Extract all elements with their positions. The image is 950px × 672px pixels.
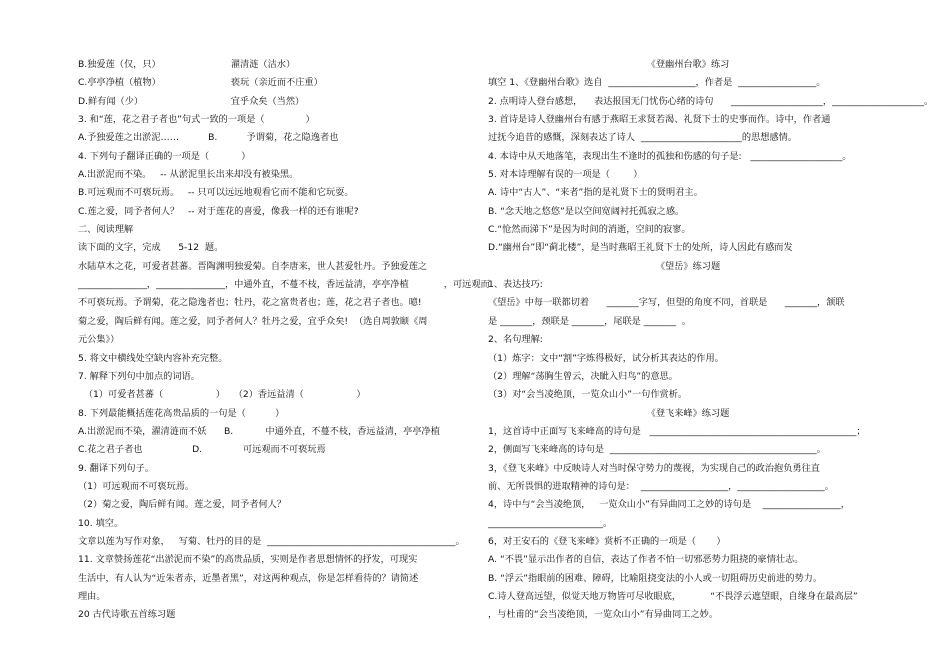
- text-line: C.诗人登高远望，似觉天地万物皆可尽收眼底， “不畏浮云遮望眼，自缘身在最高层”: [488, 590, 858, 602]
- section-title: 《望岳》练习题: [655, 260, 721, 272]
- text-line: A.出淤泥而不染。 -- 从淤泥里长出来却没有被染黑。: [78, 169, 299, 181]
- question-line: 4. 下列句子翻译正确的一项是（ ）: [78, 150, 251, 162]
- section-heading: 20 古代诗歌五首练习题: [78, 609, 176, 621]
- question-line: 11. 文章赞扬莲花“出淤泥而不染”的高贵品质，实则是作者思想情怀的抒发，可现实: [78, 554, 418, 566]
- question-line: 8. 下列最能概括莲花高贵品质的一句是（ ）: [78, 407, 285, 419]
- question-line: 2. 点明诗人登台感想， 表达报国无门忧伤心绪的诗句 ____________________，____________________。: [488, 95, 934, 107]
- question-line: 1，这首诗中正面写飞来峰高的诗句是 _____________________________________________；: [488, 425, 866, 437]
- right-column: [488, 56, 934, 625]
- question-line: 10. 填空。: [78, 517, 124, 529]
- text-line: 过抚今追昔的感慨，深刻表达了诗人 ______________________的思想感情。: [488, 132, 798, 144]
- section-heading: 二、阅读理解: [78, 224, 134, 236]
- passage-line: 水陆草木之花，可爱者甚蕃。晋陶渊明独爱菊。自李唐来，世人甚爱牡丹。予独爱莲之: [78, 260, 428, 272]
- text-line: A.予独爱莲之出淤泥…… B. 予谓菊，花之隐逸者也: [78, 132, 339, 144]
- text-line: D.“幽州台”即“蓟北楼”，是当时燕昭王礼贤下士的处所，诗人因此有感而发: [488, 242, 793, 254]
- passage-line: 不可亵玩焉。予谓菊，花之隐逸者也；牡丹，花之富贵者也；莲，花之君子者也。噫!: [78, 297, 422, 309]
- text-line: C.莲之爱，同予者何人？ -- 对于莲花的喜爱，像我一样的还有谁呢?: [78, 205, 359, 217]
- question-line: 3，《登飞来峰》中反映诗人对当时保守势力的蔑视，为实现自己的政治抱负勇往直: [488, 462, 820, 474]
- text-line: B.独爱莲（仅，只） 濯清涟（洁水）: [78, 59, 296, 70]
- text-line: D.鲜有闻（少） 宜乎众矣（当然）: [78, 95, 305, 107]
- text-line: （2）菊之爱，陶后鲜有闻。莲之爱，同予者何人？: [78, 499, 286, 511]
- question-line: 1、表达技巧:: [488, 279, 543, 291]
- passage-line: 菊之爱，陶后鲜有闻。莲之爱，同予者何人？牡丹之爱，宜乎众矣! （选自周敦颐《周: [78, 315, 428, 327]
- question-line: 2，侧面写飞来峰高的诗句是 _____________________________________________。: [488, 444, 826, 456]
- question-line: 4. 本诗中从天地落笔，表现出生不逢时的孤独和伤感的句子是: ____________________。: [488, 150, 852, 162]
- text-line: 《望岳》中每一联都切着 _______字写，但望的角度不同，首联是 _______，颔联: [488, 297, 845, 309]
- section-title: 《登飞来峰》练习题: [646, 407, 730, 419]
- text-line: 生活中，有人认为“近朱者赤，近墨者黑”，对这两种观点，你是怎样看待的？请简述: [78, 572, 419, 584]
- text-line: C.亭亭净植（植物） 亵玩（亲近而不庄重）: [78, 77, 323, 89]
- text-line: 文章以莲为写作对象， 写菊、牡丹的目的是 _________________________________________。: [78, 535, 465, 547]
- text-line: A.出淤泥而不染，濯清涟而不妖 B. 中通外直，不蔓不枝，香远益清，亭亭净植: [78, 425, 440, 437]
- question-line: 7. 解释下列句中加点的词语。: [78, 370, 200, 382]
- text-line: B. “念天地之悠悠”是以空间宽阔衬托孤寂之感。: [488, 205, 685, 217]
- question-line: 2、名句理解:: [488, 334, 543, 346]
- text-line: （3）对“会当凌绝顶，一览众山小”一句作赏析。: [488, 389, 688, 401]
- text-line: B.可远观而不可亵玩焉。 -- 只可以远远地观看它而不能和它玩耍。: [78, 187, 354, 199]
- question-line: 3. 和“莲，花之君子者也”句式一致的一项是（ ）: [78, 114, 315, 126]
- question-line: 5. 对本诗理解有误的一项是（ ）: [488, 169, 643, 181]
- section-title: 《登幽州台歌》练习: [646, 59, 730, 70]
- text-line: 前、无所畏惧的进取精神的诗句是： ___________________，___________________。: [488, 480, 834, 492]
- text-line: （2）理解“荡胸生曾云，决眦入归鸟”的意思。: [488, 370, 678, 382]
- left-column: [78, 56, 490, 625]
- text-line: _________________________。: [488, 517, 613, 529]
- text-line: C.“怆然而涕下”是因为时间的消逝，空间的寂寥。: [488, 224, 691, 236]
- text-line: A. 诗中“古人”、“来者”指的是礼贤下士的贤明君主。: [488, 187, 703, 199]
- question-line: 3. 首诗是诗人登幽州台有感于燕昭王求贤若渴、礼贤下士的史事而作。诗中，作者通: [488, 114, 831, 126]
- passage-line: _______________，_______________，中通外直，不蔓不枝，香远益清，亭亭净植 ，可远观而: [78, 279, 490, 291]
- text-line: （1）炼字：文中“割”字炼得极好，试分析其表达的作用。: [488, 352, 724, 364]
- text-line: ，与杜甫的“会当凌绝顶，一览众山小”有异曲同工之妙。: [488, 609, 719, 621]
- text-line: 读下面的文字，完成 5-12 题。: [78, 242, 224, 254]
- question-line: 4，诗中与“会当凌绝顶， 一览众山小”有异曲同工之妙的诗句是 _________________，: [488, 499, 850, 511]
- question-line: 5. 将文中横线处空缺内容补充完整。: [78, 352, 228, 364]
- text-line: 是 _______，颈联是 _______，尾联是 _______ 。: [488, 315, 691, 327]
- text-line: C.花之君子者也 D. 可远观而不可亵玩焉: [78, 444, 326, 456]
- text-line: （1）可远观而不可亵玩焉。: [78, 480, 195, 492]
- passage-line: 元公集》）: [78, 334, 120, 346]
- text-line: A. “不畏”显示出作者的自信，表达了作者不怕一切邪恶势力阻挠的豪情壮志。: [488, 554, 804, 566]
- question-line: 6，对王安石的《登飞来峰》赏析不正确的一项是（ ）: [488, 535, 726, 547]
- text-line: B. “浮云”指眼前的困难、障碍，比喻阻挠变法的小人或一切阻碍历史前进的势力。: [488, 572, 823, 584]
- text-line: 理由。: [78, 590, 106, 602]
- question-line: 填空 1、《登幽州台歌》选自 ___________________，作者是 _________________。: [488, 77, 826, 89]
- question-line: 9. 翻译下列句子。: [78, 462, 154, 474]
- text-line: （1）可爱者甚蕃（ ） （2）香远益清（ ）: [78, 389, 366, 401]
